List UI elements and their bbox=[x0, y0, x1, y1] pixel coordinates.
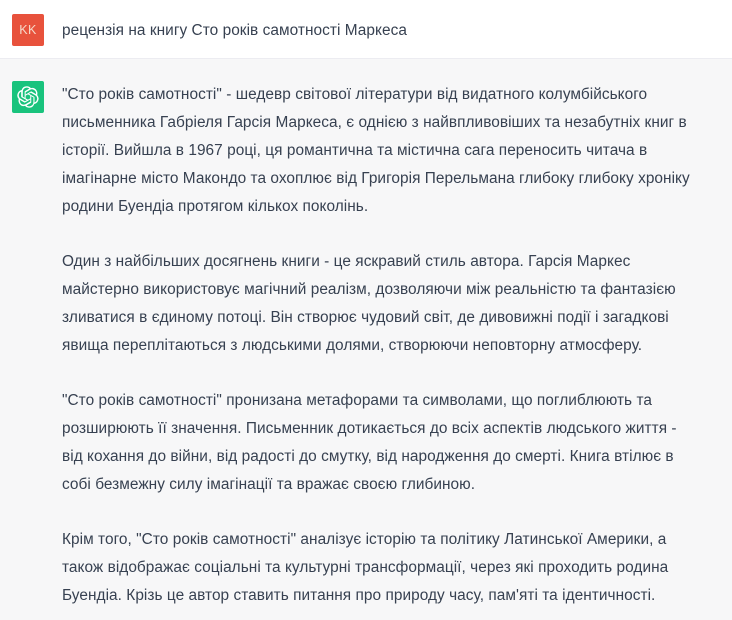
assistant-paragraph: "Сто років самотності" пронизана метафорами та символами, що поглиблюють та розширюють її значення. Письменник дотикається до всіх аспектів людського життя - від кохання до війни, від радості до смутку, від народження до смерті. Книга втілює в собі безмежну силу імагінації та вражає своєю глибиною. bbox=[62, 392, 677, 493]
assistant-avatar bbox=[12, 81, 44, 113]
openai-logo-icon bbox=[17, 86, 39, 108]
user-avatar bbox=[12, 14, 44, 46]
user-message-text: рецензія на книгу Сто років самотності Маркеса bbox=[62, 22, 407, 39]
user-avatar-initials: KK bbox=[19, 23, 37, 37]
assistant-paragraph: "Сто років самотності" - шедевр світової літератури від видатного колумбійського письменника Габріеля Гарсія Маркеса, є однією з найвпливовіших та незабутніх книг в історії. Вийшла в 1967 році, ця романтична та містична сага переносить читача в імагінарне місто Макондо та охоплює від Григорія Перельмана глибоку глибоку хроніку родини Буендіа протягом кількох поколінь. bbox=[62, 86, 690, 215]
assistant-message-row bbox=[0, 59, 732, 620]
assistant-paragraph: Один з найбільших досягнень книги - це яскравий стиль автора. Гарсія Маркес майстерно використовує магічний реалізм, дозволяючи між реальністю та фантазією зливатися в єдиному потоці. Він створює чудовий світ, де дивовижні події і загадкові явища переплітаються з людськими долями, створюючи неповторну атмосферу. bbox=[62, 253, 676, 354]
user-message-row bbox=[0, 0, 732, 59]
assistant-message-text bbox=[62, 81, 732, 610]
assistant-paragraph: Крім того, "Сто років самотності" аналізує історію та політику Латинської Америки, а також відображає соціальні та культурні трансформації, через які проходить родина Буендіа. Крізь це автор ставить питання про природу часу, пам'яті та ідентичності. bbox=[62, 531, 669, 604]
